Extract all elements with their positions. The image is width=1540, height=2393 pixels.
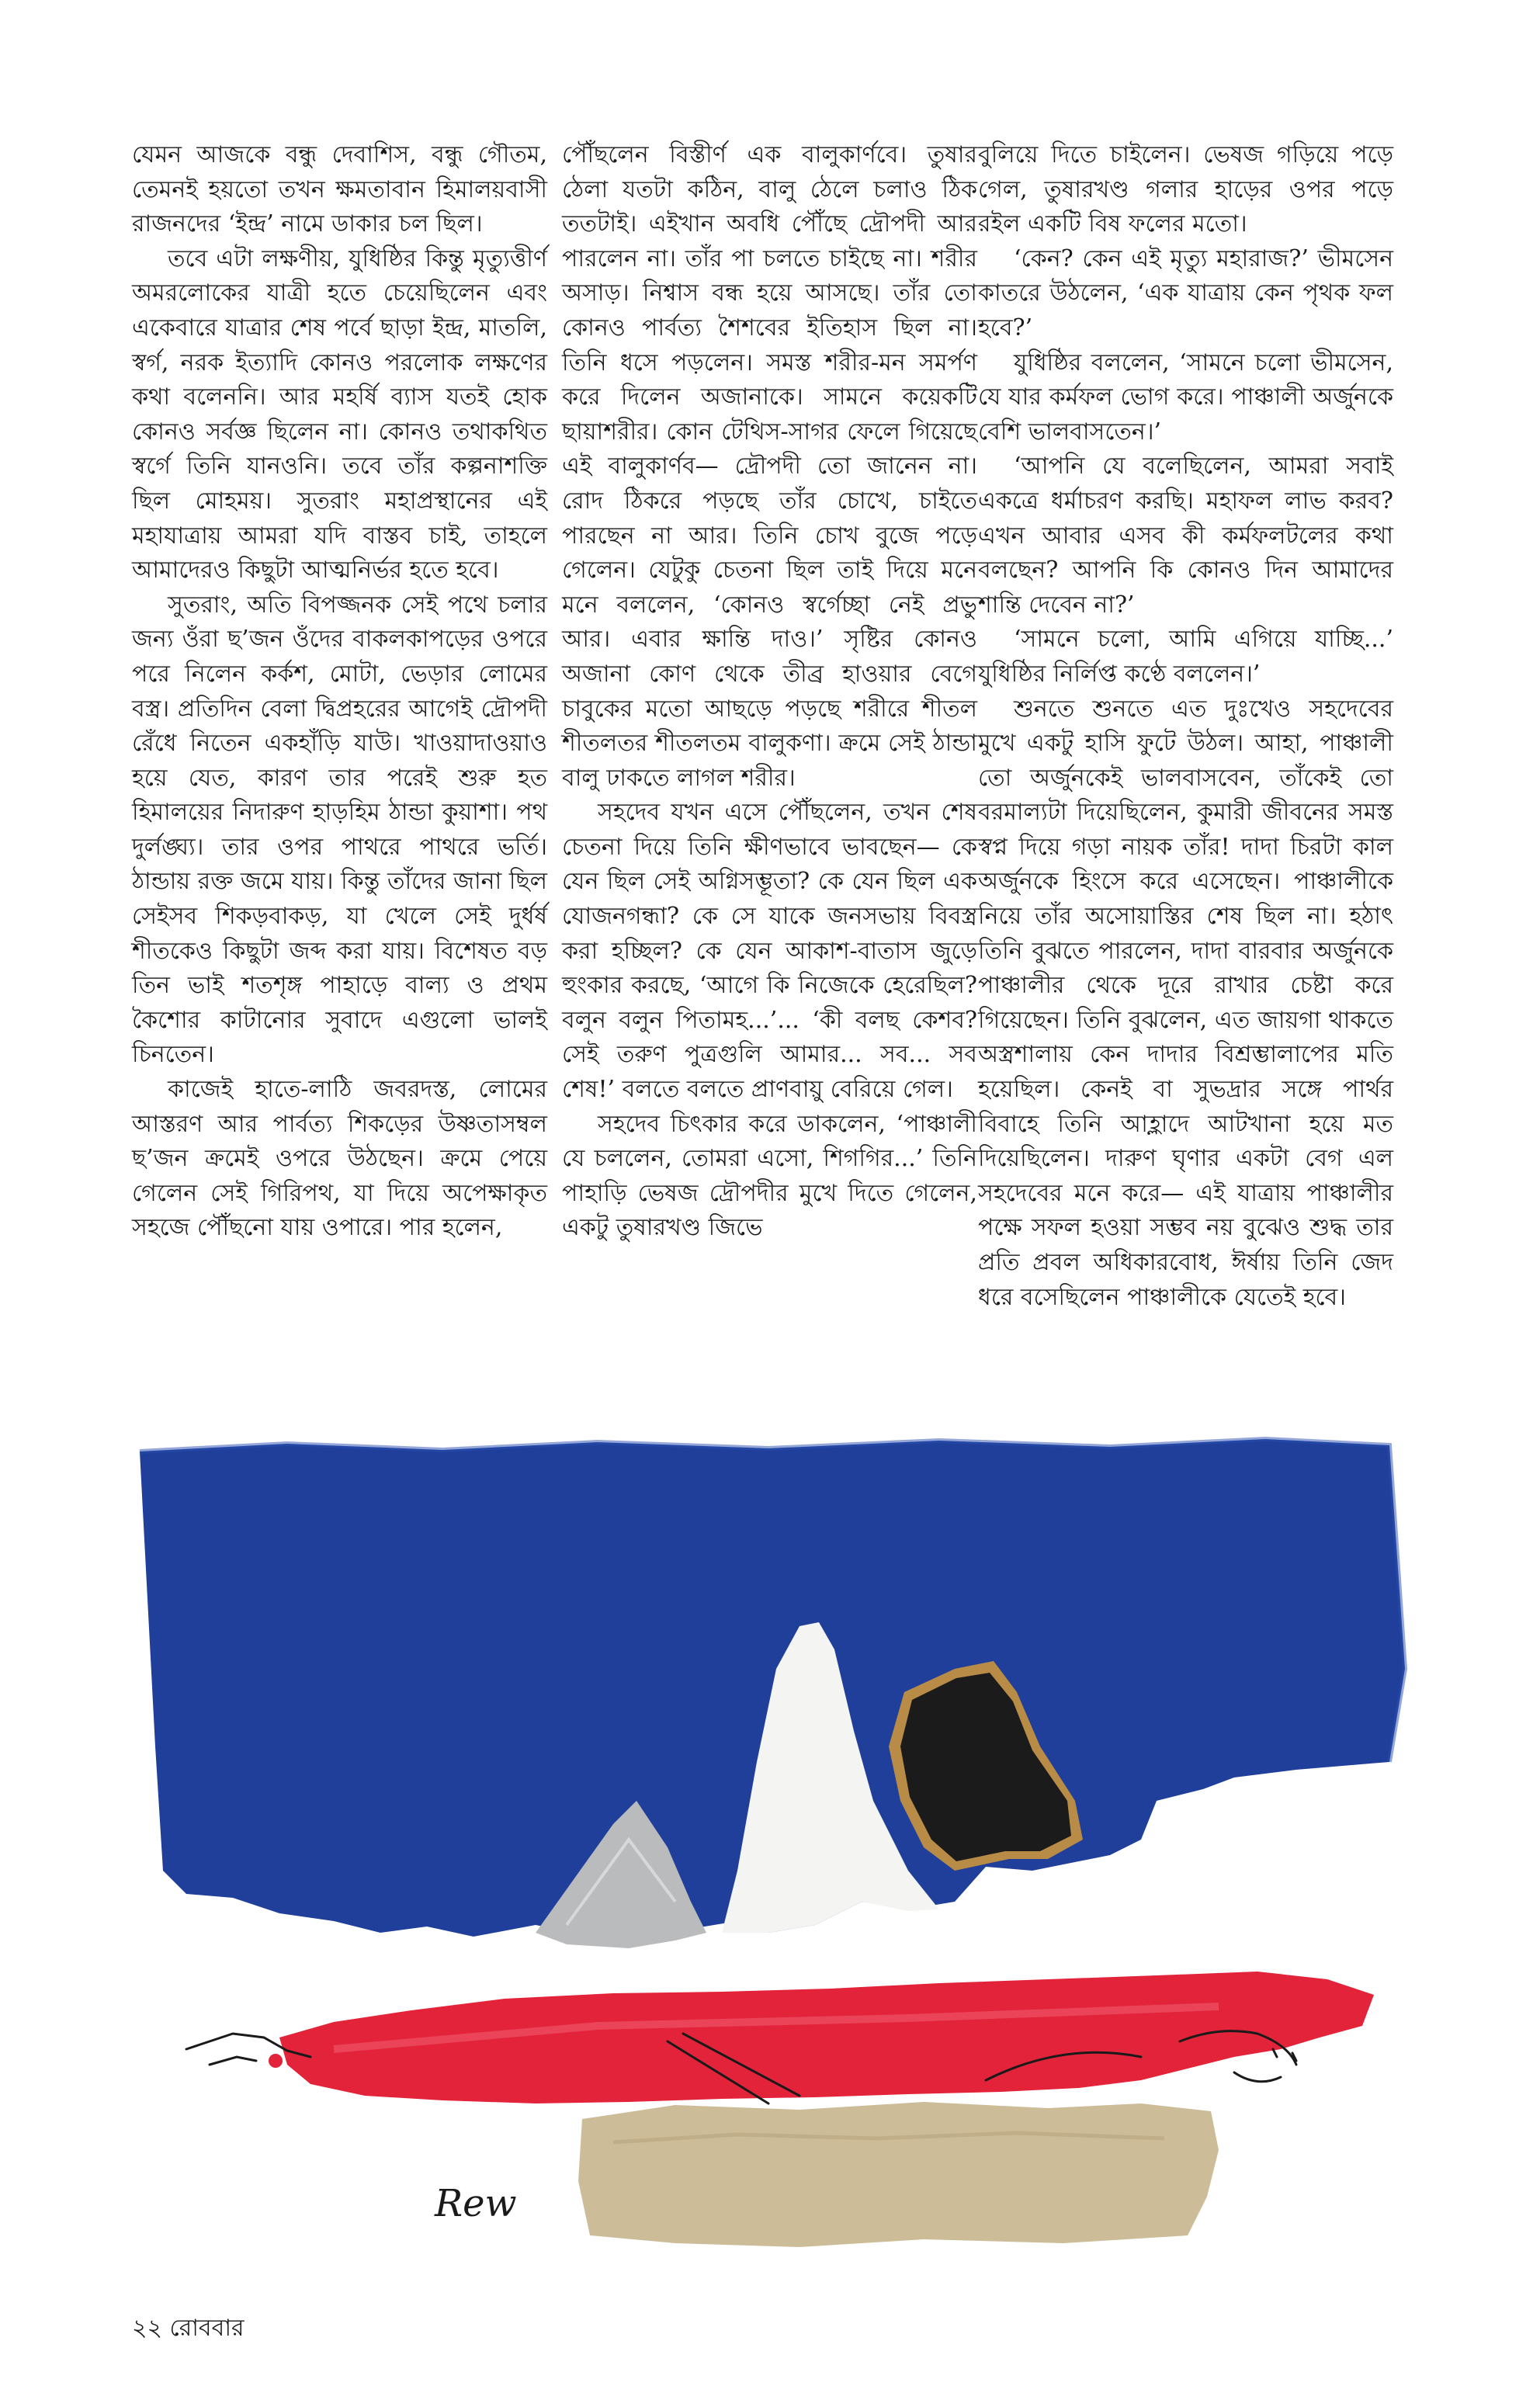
paragraph: যুধিষ্ঠির বললেন, ‘সামনে চলো ভীমসেন, যে যার কর্মফল ভোগ করে। পাঞ্চালী অর্জুনকে বেশি ভালবাসতেন।’ bbox=[978, 349, 1393, 446]
paragraph: কাজেই হাতে-লাঠি জবরদস্ত, লোমের আস্তরণ আর পার্বত্য শিকড়ের উষ্ণতাসম্বল ছ’জন ক্রমেই ওপরে উঠছেন। ক্রমে পেয়ে গেলেন সেই গিরিপথ, যা দিয়ে অপেক্ষাকৃত সহজে পৌঁছনো যায় ওপারে। পার হলেন, bbox=[132, 1076, 547, 1242]
article-column-3 bbox=[978, 138, 1393, 1315]
sand-strip bbox=[578, 2102, 1219, 2247]
article-column-1 bbox=[132, 138, 547, 1246]
paragraph: সহদেব যখন এসে পৌঁছলেন, তখন শেষ চেতনা দিয়ে তিনি ক্ষীণভাবে ভাবছেন— কে যেন ছিল সেই অগ্নিসম্ভূতা? কে যেন ছিল এক যোজনগন্ধা? কে সে যাকে জনসভায় বিবস্ত্র করা হচ্ছিল? কে যেন আকাশ-বাতাস জুড়ে হুংকার করছে, ‘আগে কি নিজেকে হেরেছিল? বলুন বলুন পিতামহ...’... ‘কী বলছ কেশব? সেই তরুণ পুত্রগুলি আমার... সব... সব শেষ!’ বলতে বলতে প্রাণবায়ু বেরিয়ে গেল। bbox=[562, 799, 977, 1104]
paragraph: যেমন আজকে বন্ধু দেবাশিস, বন্ধু গৌতম, তেমনই হয়তো তখন ক্ষমতাবান হিমালয়বাসী রাজনদের ‘ইন্দ্র’ নামে ডাকার চল ছিল। bbox=[132, 141, 547, 238]
paragraph: সুতরাং, অতি বিপজ্জনক সেই পথে চলার জন্য ওঁরা ছ’জন ওঁদের বাকলকাপড়ের ওপরে পরে নিলেন কর্কশ, মোটা, ভেড়ার লোমের বস্ত্র। প্রতিদিন বেলা দ্বিপ্রহরের আগেই দ্রৌপদী রেঁধে নিতেন একহাঁড়ি যাউ। খাওয়াদাওয়াও হয়ে যেত, কারণ তার পরেই শুরু হত হিমালয়ের নিদারুণ হাড়হিম ঠান্ডা কুয়াশা। পথ দুর্লঙ্ঘ্য। তার ওপর পাথরে পাথরে ভর্তি। ঠান্ডায় রক্ত জমে যায়। কিন্তু তাঁদের জানা ছিল সেইসব শিকড়বাকড়, যা খেলে সেই দুর্ধর্ষ শীতকেও কিছুটা জব্দ করা যায়। বিশেষত বড় তিন ভাই শতশৃঙ্গ পাহাড়ে বাল্য ও প্রথম কৈশোর কাটানোর সুবাদে এগুলো ভালই চিনতেন। bbox=[132, 591, 547, 1069]
paragraph: ‘আপনি যে বলেছিলেন, আমরা সবাই একত্রে ধর্মাচরণ করছি। মহাফল লাভ করব? এখন আবার এসব কী কর্মফলটলের কথা বলছেন? আপনি কি কোনও দিন আমাদের শান্তি দেবেন না?’ bbox=[978, 453, 1393, 619]
paragraph: ‘সামনে চলো, আমি এগিয়ে যাচ্ছি...’ যুধিষ্ঠির নির্লিপ্ত কণ্ঠে বললেন।’ bbox=[978, 626, 1393, 688]
page-folio: ২২ রোববার bbox=[132, 2315, 245, 2342]
paragraph: তবে এটা লক্ষণীয়, যুধিষ্ঠির কিন্তু মৃত্যুত্তীর্ণ অমরলোকের যাত্রী হতে চেয়েছিলেন এবং একেবারে যাত্রার শেষ পর্বে ছাড়া ইন্দ্র, মাতলি, স্বর্গ, নরক ইত্যাদি কোনও পরলোক লক্ষণের কথা বলেননি। আর মহর্ষি ব্যাস যতই হোক কোনও সর্বজ্ঞ ছিলেন না। কোনও তথাকথিত স্বর্গে তিনি যানওনি। তবে তাঁর কল্পনাশক্তি ছিল মোহময়। সুতরাং মহাপ্রস্থানের এই মহাযাত্রায় আমরা যদি বাস্তব চাই, তাহলে আমাদেরও কিছুটা আত্মনির্ভর হতে হবে। bbox=[132, 245, 547, 584]
collage-illustration bbox=[132, 1436, 1413, 2259]
paragraph: বুলিয়ে দিতে চাইলেন। ভেষজ গড়িয়ে পড়ে গেল, তুষারখণ্ড গলার হাড়ের ওপর পড়ে রইল একটি বিষ ফলের মতো। bbox=[978, 141, 1393, 238]
paragraph: শুনতে শুনতে এত দুঃখেও সহদেবের মুখে একটু হাসি ফুটে উঠল। আহা, পাঞ্চালী তো অর্জুনকেই ভালবাসবেন, তাঁকেই তো বরমাল্যটা দিয়েছিলেন, কুমারী জীবনের সমস্ত স্বপ্ন দিয়ে গড়া নায়ক তাঁর! দাদা চিরটা কাল অর্জুনকে হিংসে করে এসেছেন। পাঞ্চালীকে নিয়ে তাঁর অসোয়াস্তির শেষ ছিল না। হঠাৎ তিনি বুঝতে পারলেন, দাদা বারবার অর্জুনকে পাঞ্চালীর থেকে দূরে রাখার চেষ্টা করে গিয়েছেন। তিনি বুঝলেন, এত জায়গা থাকতে অস্ত্রশালায় কেন দাদার বিশ্রম্ভালাপের মতি হয়েছিল। কেনই বা সুভদ্রার সঙ্গে পার্থর বিবাহে তিনি আহ্লাদে আটখানা হয়ে মত দিয়েছিলেন। দারুণ ঘৃণার একটা বেগ এল সহদেবের মনে করে— এই যাত্রায় পাঞ্চালীর পক্ষে সফল হওয়া সম্ভব নয় বুঝেও শুদ্ধ তার প্রতি প্রবল অধিকারবোধ, ঈর্ষায় তিনি জেদ ধরে বসেছিলেন পাঞ্চালীকে যেতেই হবে। bbox=[978, 695, 1393, 1311]
artist-signature: Rew bbox=[435, 2182, 517, 2225]
article-column-2 bbox=[562, 138, 977, 1246]
paragraph: সহদেব চিৎকার করে ডাকলেন, ‘পাঞ্চালী যে চললেন, তোমরা এসো, শিগগির...’ তিনি পাহাড়ি ভেষজ দ্রৌপদীর মুখে দিতে গেলেন, একটু তুষারখণ্ড জিভে bbox=[562, 1110, 977, 1242]
paragraph: ‘কেন? কেন এই মৃত্যু মহারাজ?’ ভীমসেন কাতরে উঠলেন, ‘এক যাত্রায় কেন পৃথক ফল হবে?’ bbox=[978, 245, 1393, 342]
paragraph: পৌঁছলেন বিস্তীর্ণ এক বালুকার্ণবে। তুষার ঠেলা যতটা কঠিন, বালু ঠেলে চলাও ঠিক ততটাই। এইখান অবধি পৌঁছে দ্রৌপদী আর পারলেন না। তাঁর পা চলতে চাইছে না। শরীর অসাড়। নিশ্বাস বন্ধ হয়ে আসছে। তাঁর তো কোনও পার্বত্য শৈশবের ইতিহাস ছিল না। তিনি ধসে পড়লেন। সমস্ত শরীর-মন সমর্পণ করে দিলেন অজানাকে। সামনে কয়েকটি ছায়াশরীর। কোন টেথিস-সাগর ফেলে গিয়েছে এই বালুকার্ণব— দ্রৌপদী তো জানেন না। রোদ ঠিকরে পড়ছে তাঁর চোখে, চাইতে পারছেন না আর। তিনি চোখ বুজে পড়ে গেলেন। যেটুকু চেতনা ছিল তাই দিয়ে মনে মনে বললেন, ‘কোনও স্বর্গেচ্ছা নেই প্রভু আর। এবার ক্ষান্তি দাও।’ সৃষ্টির কোনও অজানা কোণ থেকে তীব্র হাওয়ার বেগে চাবুকের মতো আছড়ে পড়ছে শরীরে শীতল শীতলতর শীতলতম বালুকণা। ক্রমে সেই ঠান্ডা বালু ঢাকতে লাগল শরীর। bbox=[562, 141, 977, 792]
